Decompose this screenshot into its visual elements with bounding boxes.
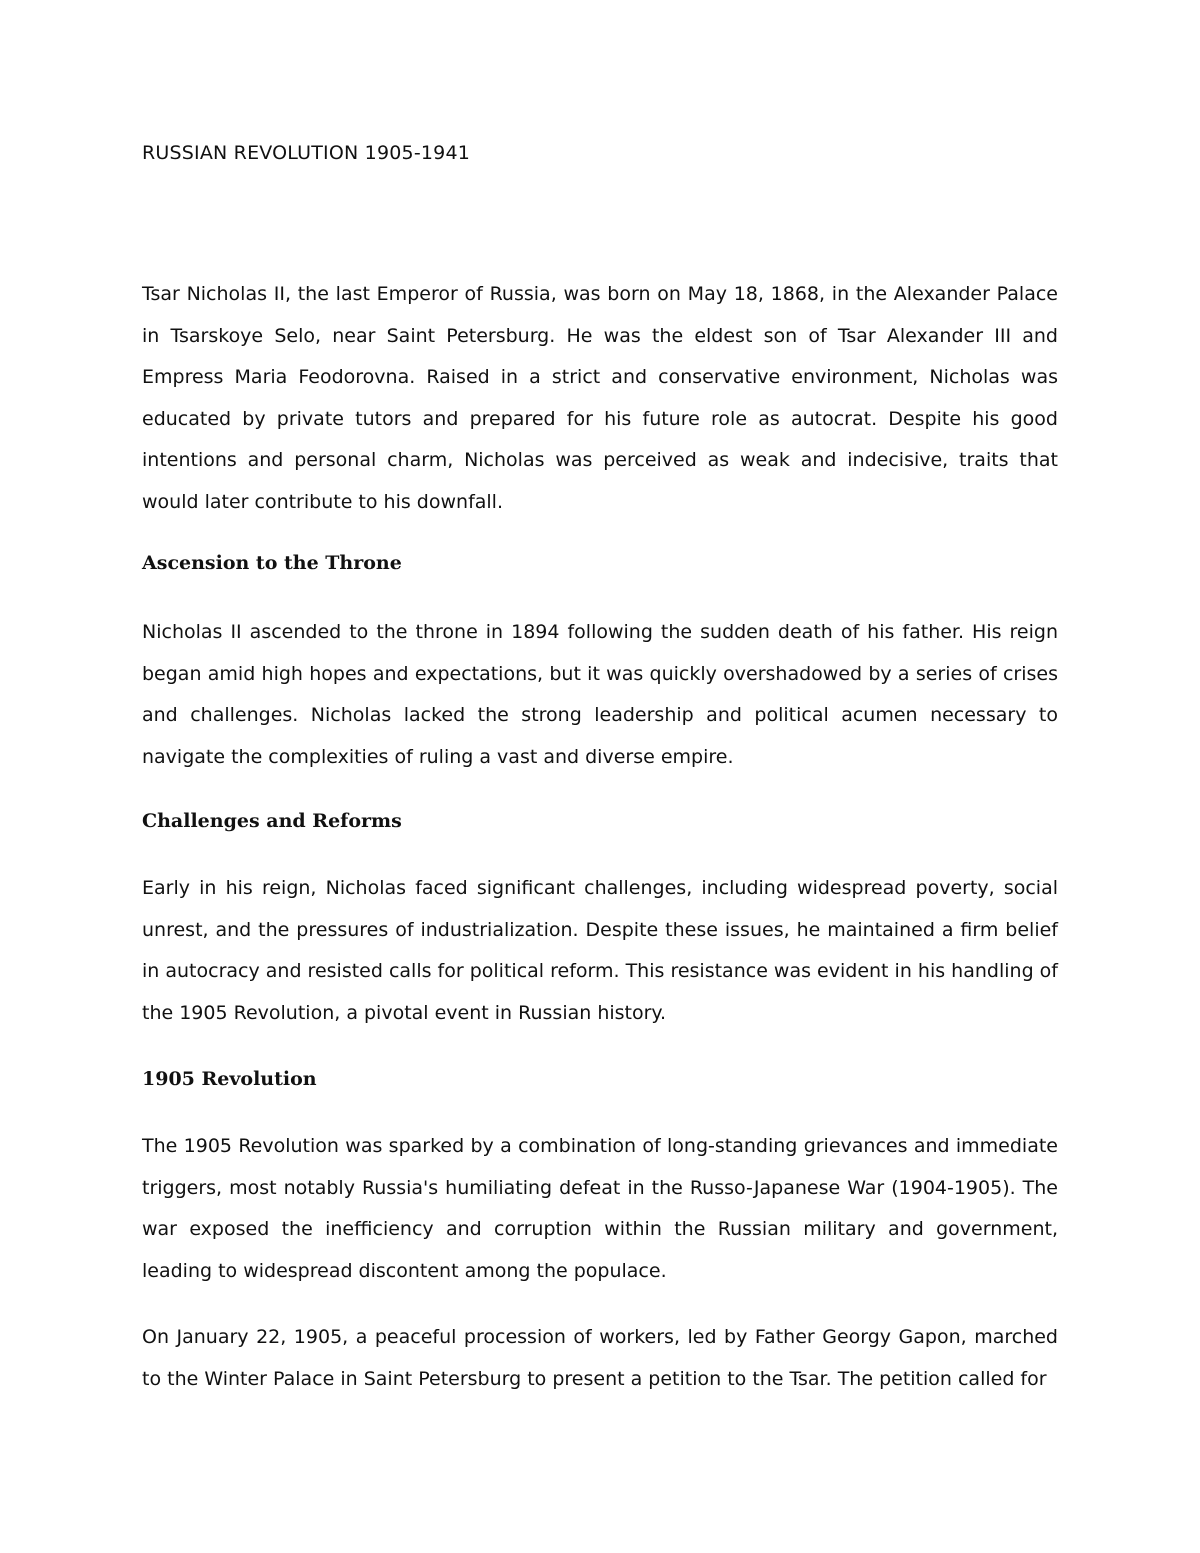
- intro-paragraph: Tsar Nicholas II, the last Emperor of Russia, was born on May 18, 1868, in the Alexander Palace in Tsarskoye Selo, near Saint Petersburg. He was the eldest son of Tsar Alexander III and Empress Maria Feodorovna. Raised in a strict and conservative environment, Nicholas was educated by private tutors and prepared for his future role as autocrat. Despite his good intentions and personal charm, Nicholas was perceived as weak and indecisive, traits that would later contribute to his downfall.: [142, 283, 1058, 513]
- section-heading-ascension: Ascension to the Throne: [142, 552, 402, 574]
- revolution-paragraph-1: The 1905 Revolution was sparked by a combination of long-standing grievances and immediate triggers, most notably Russia's humiliating defeat in the Russo-Japanese War (1904-1905). The war exposed the inefficiency and corruption within the Russian military and government, leading to widespread discontent among the populace.: [142, 1135, 1058, 1282]
- ascension-paragraph: Nicholas II ascended to the throne in 1894 following the sudden death of his father. His reign began amid high hopes and expectations, but it was quickly overshadowed by a series of crises and challenges. Nicholas lacked the strong leadership and political acumen necessary to navigate the complexities of ruling a vast and diverse empire.: [142, 621, 1058, 768]
- document-title: RUSSIAN REVOLUTION 1905-1941: [142, 142, 471, 164]
- revolution-paragraph-2: On January 22, 1905, a peaceful procession of workers, led by Father Georgy Gapon, marched to the Winter Palace in Saint Petersburg to present a petition to the Tsar. The petition called for: [142, 1326, 1058, 1390]
- challenges-paragraph: Early in his reign, Nicholas faced significant challenges, including widespread poverty, social unrest, and the pressures of industrialization. Despite these issues, he maintained a firm belief in autocracy and resisted calls for political reform. This resistance was evident in his handling of the 1905 Revolution, a pivotal event in Russian history.: [142, 877, 1058, 1024]
- section-heading-challenges: Challenges and Reforms: [142, 810, 402, 832]
- section-heading-1905-revolution: 1905 Revolution: [142, 1068, 317, 1090]
